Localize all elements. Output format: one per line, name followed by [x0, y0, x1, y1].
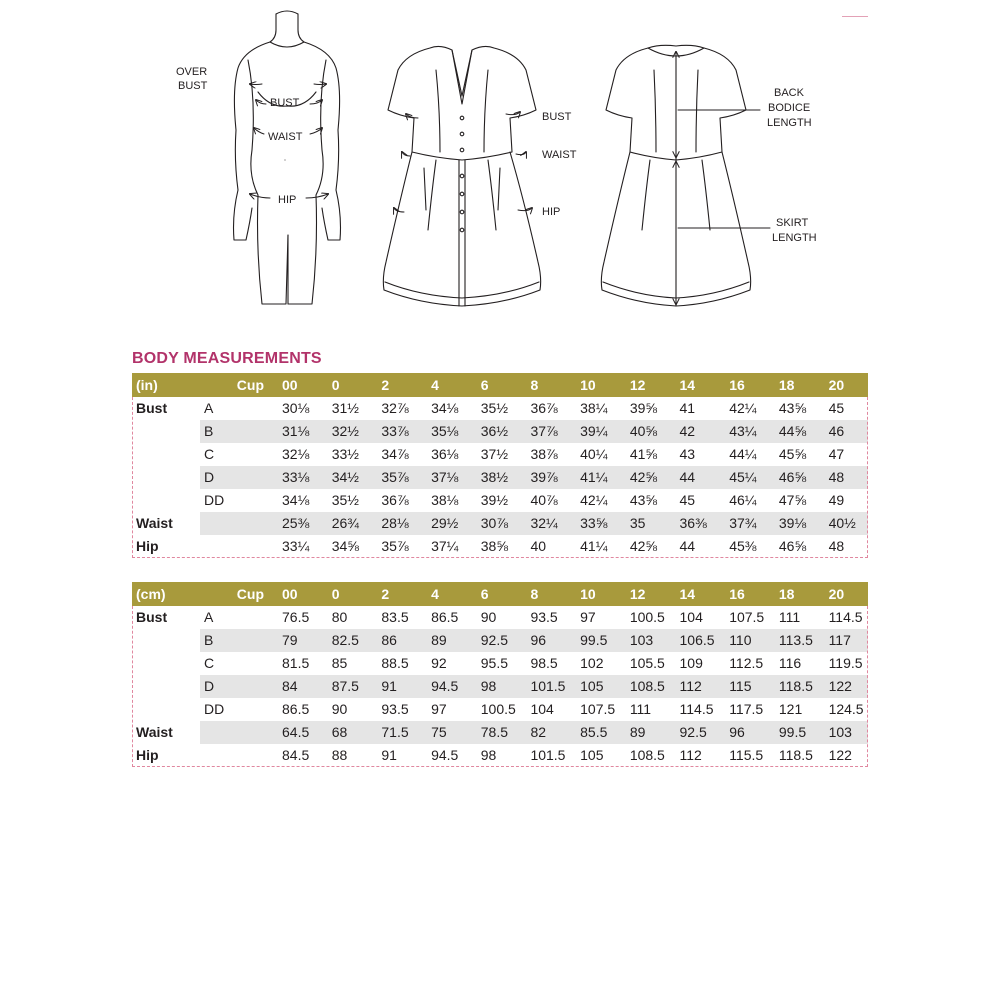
measurement-value: 94.5 — [431, 747, 459, 763]
size-header: 14 — [679, 377, 696, 393]
measurement-value: 36⅞ — [530, 400, 558, 416]
measurement-value: 45 — [828, 400, 845, 416]
measurement-value: 39⅛ — [778, 515, 807, 531]
measurement-value: 92.5 — [480, 632, 508, 648]
measurement-value: 43⅝ — [629, 492, 658, 508]
measurement-value: 48 — [828, 538, 845, 554]
measurement-value: 40½ — [828, 515, 856, 531]
size-header: 10 — [580, 586, 596, 602]
measurement-value: 47 — [828, 446, 845, 462]
table-row — [132, 420, 868, 443]
measurement-value: 36⅛ — [431, 446, 459, 462]
measurement-value: 118.5 — [778, 747, 813, 763]
measurement-label: Hip — [136, 538, 159, 554]
size-header: 4 — [431, 586, 439, 602]
table-row — [132, 698, 868, 721]
measurement-value: 93.5 — [381, 701, 409, 717]
label-over-bust-2: BUST — [178, 80, 208, 92]
measurement-value: 36⅞ — [381, 492, 409, 508]
measurement-value: 35½ — [331, 492, 359, 508]
measurement-value: 39½ — [480, 492, 508, 508]
measurement-value: 34⅛ — [431, 400, 459, 416]
measurement-value: 110 — [729, 632, 752, 648]
measurement-value: 38¼ — [580, 400, 608, 416]
measurement-value: 32¼ — [530, 515, 558, 531]
measurement-value: 84.5 — [282, 747, 310, 763]
measurement-value: 102 — [580, 655, 604, 671]
measurement-value: 33⅛ — [282, 469, 310, 485]
measurement-value: 90 — [480, 609, 497, 625]
size-header: 2 — [381, 586, 390, 602]
measurement-value: 81.5 — [282, 655, 310, 671]
size-header: 18 — [778, 586, 795, 602]
measurement-label — [132, 420, 200, 443]
measurement-value: 49 — [828, 492, 845, 508]
table-frame-left — [132, 606, 133, 767]
label-back-bodice-3: LENGTH — [767, 117, 812, 129]
measurement-value: 118.5 — [778, 678, 813, 694]
measurement-value: 43⅝ — [778, 400, 807, 416]
unit-header: (cm) — [136, 586, 166, 602]
label-body-hip: HIP — [278, 194, 297, 206]
table-header-row — [132, 582, 868, 606]
table-row — [132, 606, 868, 629]
measurement-value: 41⅝ — [629, 446, 658, 462]
measurement-value: 103 — [828, 724, 852, 740]
measurement-value: 71.5 — [381, 724, 409, 740]
table-frame-right — [867, 397, 868, 558]
cup-size: D — [204, 469, 215, 485]
measurement-value: 42¼ — [580, 492, 608, 508]
measurement-value: 124.5 — [828, 701, 864, 717]
measurement-value: 122 — [828, 678, 852, 694]
measurement-value: 32½ — [331, 423, 359, 439]
measurement-value: 33⅝ — [580, 515, 608, 531]
measurement-value: 31½ — [331, 400, 359, 416]
measurement-value: 43¼ — [729, 423, 757, 439]
measurement-label — [132, 629, 200, 652]
table-row — [132, 652, 868, 675]
label-body-waist: WAIST — [268, 131, 303, 143]
measurement-value: 37¾ — [729, 515, 757, 531]
cup-size: B — [204, 632, 214, 648]
measurement-value: 29½ — [431, 515, 459, 531]
measurement-value: 82 — [530, 724, 547, 740]
measurement-value: 115 — [729, 678, 752, 694]
measurement-value: 114.5 — [828, 609, 863, 625]
measurement-value: 35 — [629, 515, 646, 531]
measurement-value: 25⅜ — [282, 515, 310, 531]
measurement-value: 116 — [778, 655, 802, 671]
measurement-label: Bust — [136, 400, 168, 416]
measurement-value: 108.5 — [629, 747, 665, 763]
measurement-value: 105.5 — [629, 655, 665, 671]
measurement-value: 122 — [828, 747, 852, 763]
measurement-value: 100.5 — [480, 701, 516, 717]
size-header: 18 — [778, 377, 795, 393]
measurement-value: 92 — [431, 655, 447, 671]
section-title: BODY MEASUREMENTS — [132, 350, 322, 367]
measurement-value: 107.5 — [729, 609, 765, 625]
measurement-value: 94.5 — [431, 678, 459, 694]
measurement-value: 36½ — [480, 423, 508, 439]
measurement-value: 68 — [331, 724, 348, 740]
measurement-value: 38⅞ — [530, 446, 558, 462]
measurement-value: 104 — [530, 701, 554, 717]
label-body-bust: BUST — [270, 97, 300, 109]
table-row — [132, 397, 868, 420]
table-row — [132, 466, 868, 489]
measurement-value: 46¼ — [729, 492, 757, 508]
measurement-value: 79 — [282, 632, 298, 648]
cup-size: C — [204, 446, 215, 462]
measurement-value: 32⅛ — [282, 446, 310, 462]
size-header: 0 — [331, 586, 340, 602]
unit-header: (in) — [136, 377, 158, 393]
measurement-value: 88.5 — [381, 655, 409, 671]
measurement-value: 40 — [530, 538, 547, 554]
measurement-value: 98.5 — [530, 655, 558, 671]
size-header: 8 — [530, 377, 539, 393]
measurement-value: 114.5 — [679, 701, 714, 717]
cup-size: D — [204, 678, 215, 694]
cup-header: Cup — [236, 377, 264, 393]
measurement-value: 42¼ — [729, 400, 757, 416]
cup-size: A — [204, 400, 214, 416]
measurement-value: 93.5 — [530, 609, 558, 625]
dress-form — [234, 11, 341, 304]
size-header: 20 — [828, 586, 845, 602]
table-frame-right — [867, 606, 868, 767]
measurement-label: Hip — [136, 747, 159, 763]
measurement-value: 39⅝ — [629, 400, 658, 416]
measurement-value: 64.5 — [282, 724, 310, 740]
label-front-hip: HIP — [542, 206, 561, 218]
measurement-value: 41¼ — [580, 469, 608, 485]
measurement-value: 80 — [331, 609, 348, 625]
measurement-value: 89 — [629, 724, 646, 740]
measurement-value: 41¼ — [580, 538, 608, 554]
cup-size: A — [204, 609, 214, 625]
table-row — [132, 489, 868, 512]
table-row — [132, 512, 868, 535]
measurement-value: 117.5 — [729, 701, 764, 717]
measurement-value: 112.5 — [729, 655, 764, 671]
measurement-value: 39¼ — [580, 423, 608, 439]
measurement-value: 86.5 — [431, 609, 459, 625]
measurement-value: 111 — [629, 701, 652, 717]
measurement-value: 37⅞ — [530, 423, 558, 439]
measurement-label: Bust — [136, 609, 168, 625]
measurement-value: 42 — [679, 423, 696, 439]
cup-size: B — [204, 423, 214, 439]
measurement-value: 103 — [629, 632, 654, 648]
measurement-value: 35⅞ — [381, 469, 409, 485]
table-row — [132, 721, 868, 744]
size-header: 12 — [629, 377, 646, 393]
measurement-value: 86 — [381, 632, 397, 648]
measurement-label — [132, 443, 200, 466]
measurement-value: 89 — [431, 632, 447, 648]
measurement-value: 108.5 — [629, 678, 665, 694]
measurement-value: 86.5 — [282, 701, 310, 717]
measurement-label: Waist — [132, 721, 200, 744]
size-header: 4 — [431, 377, 439, 393]
measurement-value: 31⅛ — [282, 423, 310, 439]
measurement-value: 44 — [679, 538, 696, 554]
size-header: 00 — [282, 586, 298, 602]
measurement-value: 113.5 — [778, 632, 813, 648]
measurement-value: 121 — [778, 701, 803, 717]
size-header: 00 — [282, 377, 298, 393]
measurement-label — [132, 466, 200, 489]
measurement-value: 95.5 — [480, 655, 508, 671]
size-header: 6 — [480, 586, 489, 602]
cup-size: DD — [204, 701, 225, 717]
size-header: 2 — [381, 377, 390, 393]
measurement-value: 85.5 — [580, 724, 608, 740]
cup-size: DD — [204, 492, 225, 508]
measurement-value: 101.5 — [530, 747, 566, 763]
measurement-value: 107.5 — [580, 701, 616, 717]
measurement-value: 37¼ — [431, 538, 459, 554]
measurement-value: 112 — [679, 678, 702, 694]
measurement-value: 101.5 — [530, 678, 566, 694]
measurement-value: 46⅝ — [778, 469, 807, 485]
measurement-value: 117 — [828, 632, 851, 648]
measurement-value: 34½ — [331, 469, 359, 485]
measurement-value: 98 — [480, 747, 497, 763]
table-row — [132, 629, 868, 652]
back-dress — [601, 45, 750, 306]
measurement-value: 37⅛ — [431, 469, 459, 485]
measurement-value: 106.5 — [679, 632, 715, 648]
measurement-value: 34⅞ — [381, 446, 409, 462]
measurement-value: 75 — [431, 724, 447, 740]
measurement-value: 84 — [282, 678, 298, 694]
table-frame-bottom — [132, 766, 868, 767]
measurement-label — [132, 698, 200, 721]
measurement-value: 42⅝ — [629, 538, 658, 554]
measurement-value: 47⅝ — [778, 492, 807, 508]
measurement-value: 33⅞ — [381, 423, 409, 439]
measurement-value: 115.5 — [729, 747, 764, 763]
illustration-svg — [0, 0, 1000, 340]
measurement-value: 40⅞ — [530, 492, 558, 508]
measurement-value: 91 — [381, 678, 397, 694]
measurement-value: 46 — [828, 423, 845, 439]
measurement-value: 44⅝ — [778, 423, 807, 439]
measurement-label — [132, 675, 200, 698]
measurement-value: 45⅜ — [729, 538, 757, 554]
measurement-value: 32⅞ — [381, 400, 409, 416]
cup-size — [200, 744, 272, 767]
label-back-bodice-2: BODICE — [768, 102, 811, 114]
measurement-value: 109 — [679, 655, 703, 671]
measurement-value: 45 — [679, 492, 696, 508]
measurement-value: 40⅝ — [629, 423, 658, 439]
measurement-value: 45⅝ — [778, 446, 807, 462]
measurement-value: 97 — [580, 609, 596, 625]
measurement-value: 112 — [679, 747, 702, 763]
measurement-value: 88 — [331, 747, 348, 763]
size-header: 6 — [480, 377, 489, 393]
measurement-value: 111 — [778, 609, 801, 625]
table-header-row — [132, 373, 868, 397]
measurement-value: 41 — [679, 400, 696, 416]
measurement-value: 90 — [331, 701, 348, 717]
measurement-value: 35½ — [480, 400, 508, 416]
table-row — [132, 535, 868, 558]
table-row — [132, 675, 868, 698]
measurement-value: 92.5 — [679, 724, 707, 740]
table-frame-left — [132, 397, 133, 558]
measurement-value: 97 — [431, 701, 447, 717]
size-header: 16 — [729, 586, 745, 602]
measurement-value: 104 — [679, 609, 703, 625]
measurement-label: Waist — [132, 512, 200, 535]
measurement-value: 100.5 — [629, 609, 665, 625]
label-skirt-1: SKIRT — [776, 217, 809, 229]
measurement-value: 87.5 — [331, 678, 359, 694]
measurement-value: 43 — [679, 446, 696, 462]
garment-illustrations — [0, 0, 1000, 340]
front-dress — [383, 46, 540, 306]
measurement-value: 91 — [381, 747, 397, 763]
measurement-value: 105 — [580, 678, 604, 694]
measurement-value: 38⅛ — [431, 492, 459, 508]
measurement-label — [132, 652, 200, 675]
measurement-value: 44 — [679, 469, 696, 485]
measurement-value: 99.5 — [580, 632, 608, 648]
measurement-value: 34⅝ — [331, 538, 359, 554]
measurement-value: 78.5 — [480, 724, 508, 740]
label-over-bust-1: OVER — [176, 66, 208, 78]
size-header: 8 — [530, 586, 539, 602]
size-header: 10 — [580, 377, 596, 393]
table-frame-bottom — [132, 557, 868, 558]
size-header: 0 — [331, 377, 340, 393]
size-header: 12 — [629, 586, 646, 602]
label-front-waist: WAIST — [542, 149, 577, 161]
measurement-value: 39⅞ — [530, 469, 558, 485]
cup-size: C — [204, 655, 215, 671]
measurement-value: 35⅛ — [431, 423, 459, 439]
measurement-value: 76.5 — [282, 609, 310, 625]
table-row — [132, 443, 868, 466]
measurement-value: 33¼ — [282, 538, 310, 554]
measurement-value: 35⅞ — [381, 538, 409, 554]
cup-header: Cup — [236, 586, 264, 602]
cup-size — [200, 535, 272, 558]
measurement-value: 36⅜ — [679, 515, 707, 531]
size-header: 14 — [679, 586, 696, 602]
table-row — [132, 744, 868, 767]
measurement-value: 82.5 — [331, 632, 359, 648]
measurement-value: 119.5 — [828, 655, 863, 671]
measurement-value: 98 — [480, 678, 497, 694]
measurement-value: 96 — [729, 724, 745, 740]
size-header: 16 — [729, 377, 745, 393]
measurement-value: 26¾ — [331, 515, 359, 531]
measurement-value: 48 — [828, 469, 845, 485]
size-header: 20 — [828, 377, 845, 393]
label-skirt-2: LENGTH — [772, 232, 817, 244]
measurement-value: 33½ — [331, 446, 359, 462]
measurement-value: 45¼ — [729, 469, 757, 485]
measurement-value: 83.5 — [381, 609, 409, 625]
measurement-value: 34⅛ — [282, 492, 310, 508]
measurements-table-inches — [132, 373, 868, 558]
measurement-label — [132, 489, 200, 512]
measurement-value: 85 — [331, 655, 348, 671]
measurement-value: 42⅝ — [629, 469, 658, 485]
measurement-value: 40¼ — [580, 446, 608, 462]
measurement-value: 30⅞ — [480, 515, 508, 531]
cup-size — [200, 721, 272, 744]
measurement-value: 44¼ — [729, 446, 757, 462]
label-back-bodice-1: BACK — [774, 87, 804, 99]
measurement-value: 96 — [530, 632, 547, 648]
measurement-value: 105 — [580, 747, 604, 763]
measurement-value: 99.5 — [778, 724, 807, 740]
measurement-value: 38½ — [480, 469, 508, 485]
measurement-value: 30⅛ — [282, 400, 310, 416]
measurement-value: 28⅛ — [381, 515, 409, 531]
cup-size — [200, 512, 272, 535]
measurement-value: 46⅝ — [778, 538, 807, 554]
measurements-table-cm — [132, 582, 868, 767]
measurement-value: 37½ — [480, 446, 508, 462]
measurement-value: 38⅝ — [480, 538, 508, 554]
label-front-bust: BUST — [542, 111, 572, 123]
